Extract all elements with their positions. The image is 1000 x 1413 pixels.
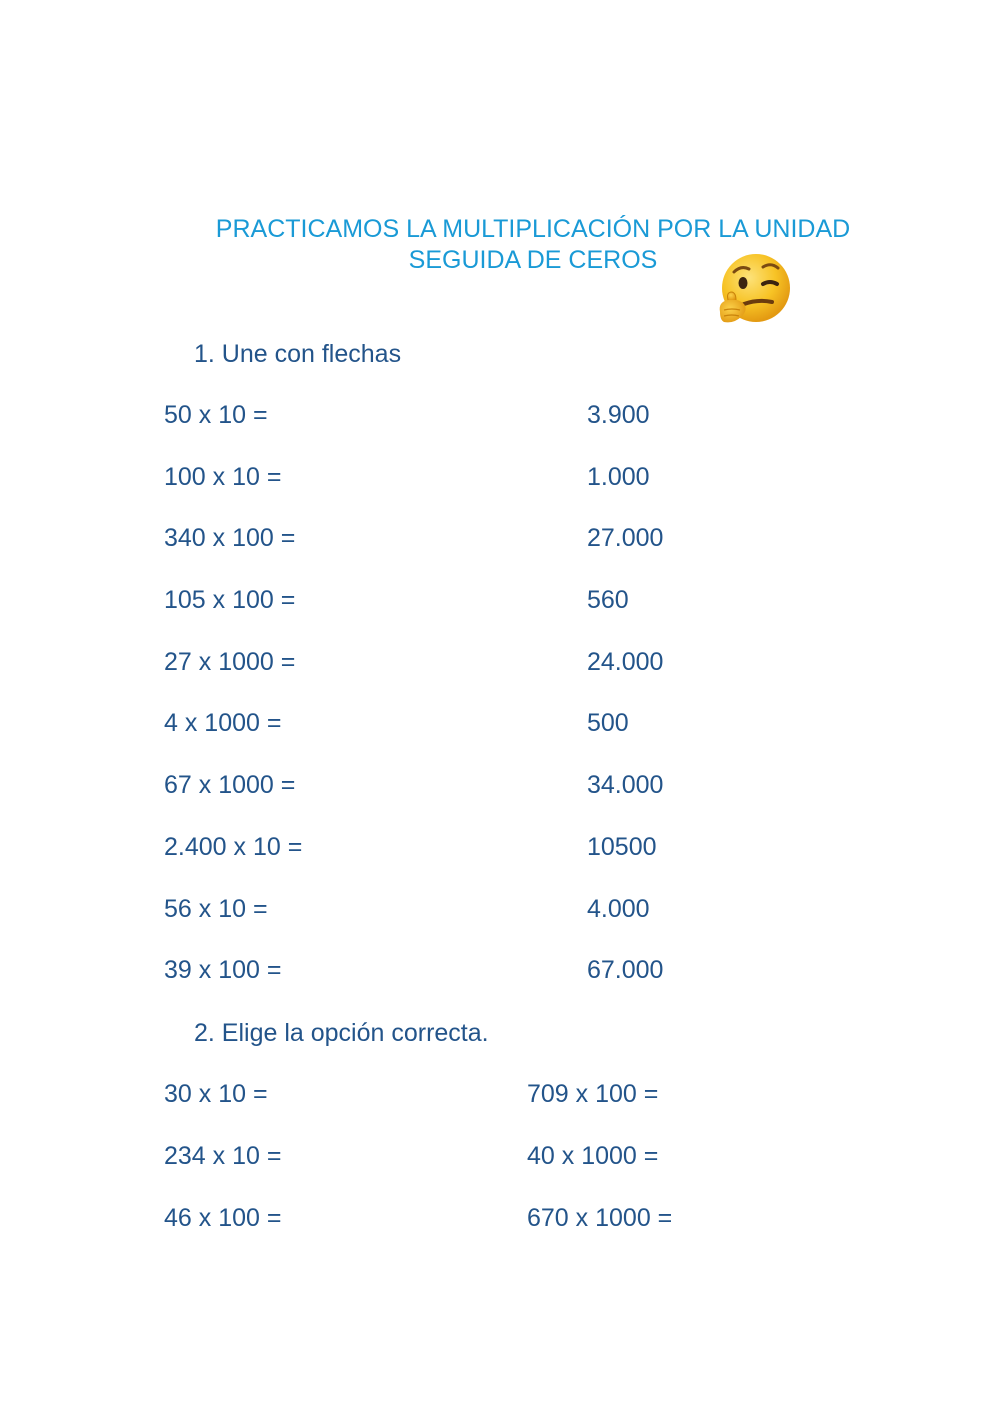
- match-right-item-10: 67.000: [587, 956, 664, 984]
- match-right-item-1: 3.900: [587, 401, 650, 429]
- match-left-item-5: 27 x 1000 =: [164, 648, 296, 676]
- match-right-item-2: 1.000: [587, 463, 650, 491]
- match-left-item-3: 340 x 100 =: [164, 524, 296, 552]
- match-left-item-1: 50 x 10 =: [164, 401, 268, 429]
- match-right-item-4: 560: [587, 586, 629, 614]
- match-left-item-7: 67 x 1000 =: [164, 771, 296, 799]
- title-line-1: PRACTICAMOS LA MULTIPLICACIÓN POR LA UNIDAD: [215, 215, 851, 243]
- match-left-item-4: 105 x 100 =: [164, 586, 296, 614]
- worksheet-title: [160, 214, 906, 276]
- match-left-item-6: 4 x 1000 =: [164, 709, 282, 737]
- title-line-2: SEGUIDA DE CEROS: [408, 246, 658, 274]
- match-left-item-2: 100 x 10 =: [164, 463, 282, 491]
- match-left-item-8: 2.400 x 10 =: [164, 833, 303, 861]
- match-right-item-3: 27.000: [587, 524, 664, 552]
- choice-right-item-3: 670 x 1000 =: [527, 1204, 673, 1232]
- choice-right-item-1: 709 x 100 =: [527, 1080, 659, 1108]
- choice-right-item-2: 40 x 1000 =: [527, 1142, 659, 1170]
- match-right-item-9: 4.000: [587, 895, 650, 923]
- section-1-heading: 1. Une con flechas: [194, 340, 402, 368]
- match-left-item-9: 56 x 10 =: [164, 895, 268, 923]
- choice-left-item-2: 234 x 10 =: [164, 1142, 282, 1170]
- match-right-item-5: 24.000: [587, 648, 664, 676]
- match-right-item-6: 500: [587, 709, 629, 737]
- choice-left-item-3: 46 x 100 =: [164, 1204, 282, 1232]
- match-right-item-7: 34.000: [587, 771, 664, 799]
- choice-left-item-1: 30 x 10 =: [164, 1080, 268, 1108]
- thinking-face-icon: [714, 252, 794, 328]
- match-left-item-10: 39 x 100 =: [164, 956, 282, 984]
- section-2-heading: 2. Elige la opción correcta.: [194, 1019, 489, 1047]
- match-right-item-8: 10500: [587, 833, 657, 861]
